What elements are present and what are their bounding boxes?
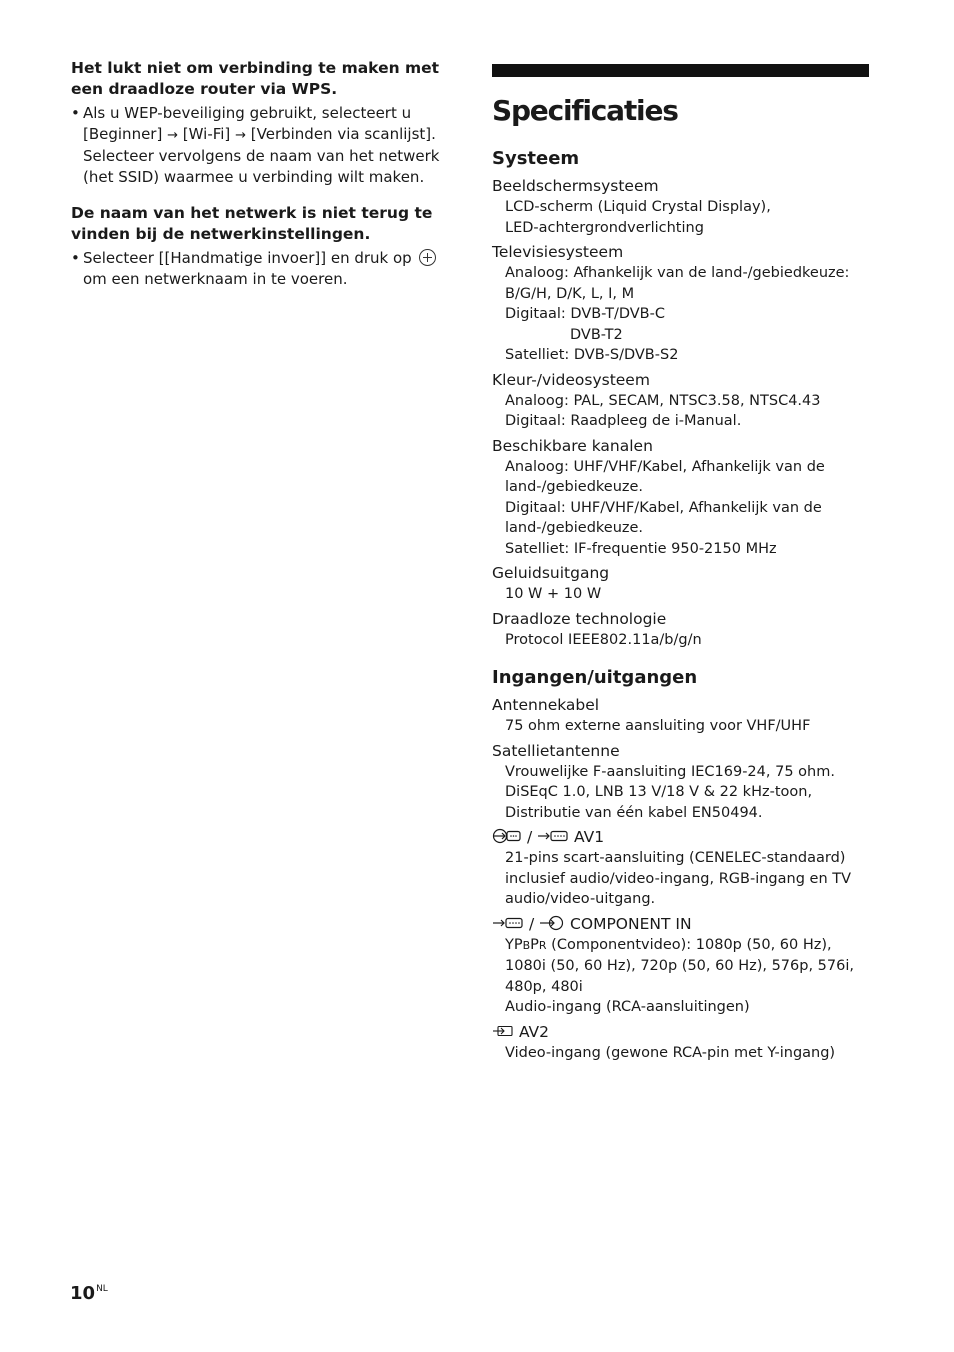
troubleshooting-column [71, 58, 461, 305]
spec-values: Analoog: UHF/VHF/Kabel, Afhankelijk van de land-/gebiedkeuze. Digitaal: UHF/VHF/Kabel, Afhankelijk van de land-/gebiedkeuze. Satelliet: IF-frequentie 950-2150 MHz [505, 458, 825, 557]
answer-wps: • Als u WEP-beveiliging gebruikt, selecteert u [Beginner] → [Wi-Fi] → [Verbinden via scanlijst]. Selecteer vervolgens de naam van het netwerk (het SSID) waarmee u verbinding wilt maken. [71, 104, 440, 186]
section-ingangen-uitgangen: Ingangen/uitgangen [492, 667, 698, 688]
spec-values: Analoog: PAL, SECAM, NTSC3.58, NTSC4.43 Digitaal: Raadpleeg de i-Manual. [505, 392, 821, 429]
spec-label: Geluidsuitgang [492, 564, 610, 582]
spec-values: 10 W + 10 W [505, 586, 602, 602]
spec-values: YPBPR (Componentvideo): 1080p (50, 60 Hz), 1080i (50, 60 Hz), 720p (50, 60 Hz), 576p, 576i, 480p, 480i Audio-ingang (RCA-aansluitingen) [505, 936, 854, 1015]
title-rule [492, 64, 869, 77]
spec-label: Satellietantenne [492, 741, 620, 760]
enter-button-icon [419, 249, 436, 266]
input-output-icon [492, 828, 522, 844]
spec-label: Antennekabel [492, 696, 600, 714]
spec-label-av1: / AV1 [492, 827, 869, 848]
language-code: NL [96, 1284, 108, 1294]
spec-values: Analoog: Afhankelijk van de land-/gebiedkeuze: B/G/H, D/K, L, I, M Digitaal: DVB-T/DVB-C DVB-T2 Satelliet: DVB-S/DVB-S2 [505, 265, 850, 363]
spec-values: Video-ingang (gewone RCA-pin met Y-ingang) [505, 1044, 836, 1061]
spec-label: Beeldschermsysteem [492, 177, 659, 195]
spec-values: Protocol IEEE802.11a/b/g/n [505, 631, 702, 648]
page-title: Specificaties [492, 94, 678, 127]
spec-values: 75 ohm externe aansluiting voor VHF/UHF [505, 718, 811, 734]
spec-values: 21-pins scart-aansluiting (CENELEC-standaard) inclusief audio/video-ingang, RGB-ingang en TV audio/video-uitgang. [505, 850, 852, 907]
bullet-marker: • [71, 104, 80, 122]
component-connector-icon [492, 915, 524, 931]
spec-label: Kleur-/videosysteem [492, 370, 650, 389]
video-input-icon [492, 1023, 514, 1039]
arrow-right-icon: → [235, 127, 246, 143]
specifications-column [492, 64, 869, 1067]
scart-output-icon [537, 828, 569, 844]
question-wps: Het lukt niet om verbinding te maken met een draadloze router via WPS. [71, 59, 440, 98]
answer-network-name: • Selecteer [[Handmatige invoer]] en druk op om een netwerknaam in te voeren. [71, 248, 461, 289]
page-number: $10^{NL}$ [70, 1283, 108, 1304]
spec-values: Vrouwelijke F-aansluiting IEC169-24, 75 ohm. DiSEqC 1.0, LNB 13 V/18 V & 22 kHz-toon, Distributie van één kabel EN50494. [505, 763, 835, 821]
section-systeem: Systeem [492, 148, 580, 169]
video-input-icon [539, 915, 565, 931]
spec-label-av2: AV2 [492, 1022, 869, 1043]
spec-values: LCD-scherm (Liquid Crystal Display), LED-achtergrondverlichting [505, 199, 771, 236]
arrow-right-icon: → [167, 127, 179, 143]
bullet-marker: • [71, 249, 80, 267]
question-network-name: De naam van het netwerk is niet terug te vinden bij de netwerkinstellingen. [71, 204, 433, 243]
spec-label: Beschikbare kanalen [492, 436, 653, 455]
spec-label-component: / COMPONENT IN [492, 914, 869, 935]
spec-label: Televisiesysteem [492, 243, 624, 261]
spec-label: Draadloze technologie [492, 609, 667, 628]
